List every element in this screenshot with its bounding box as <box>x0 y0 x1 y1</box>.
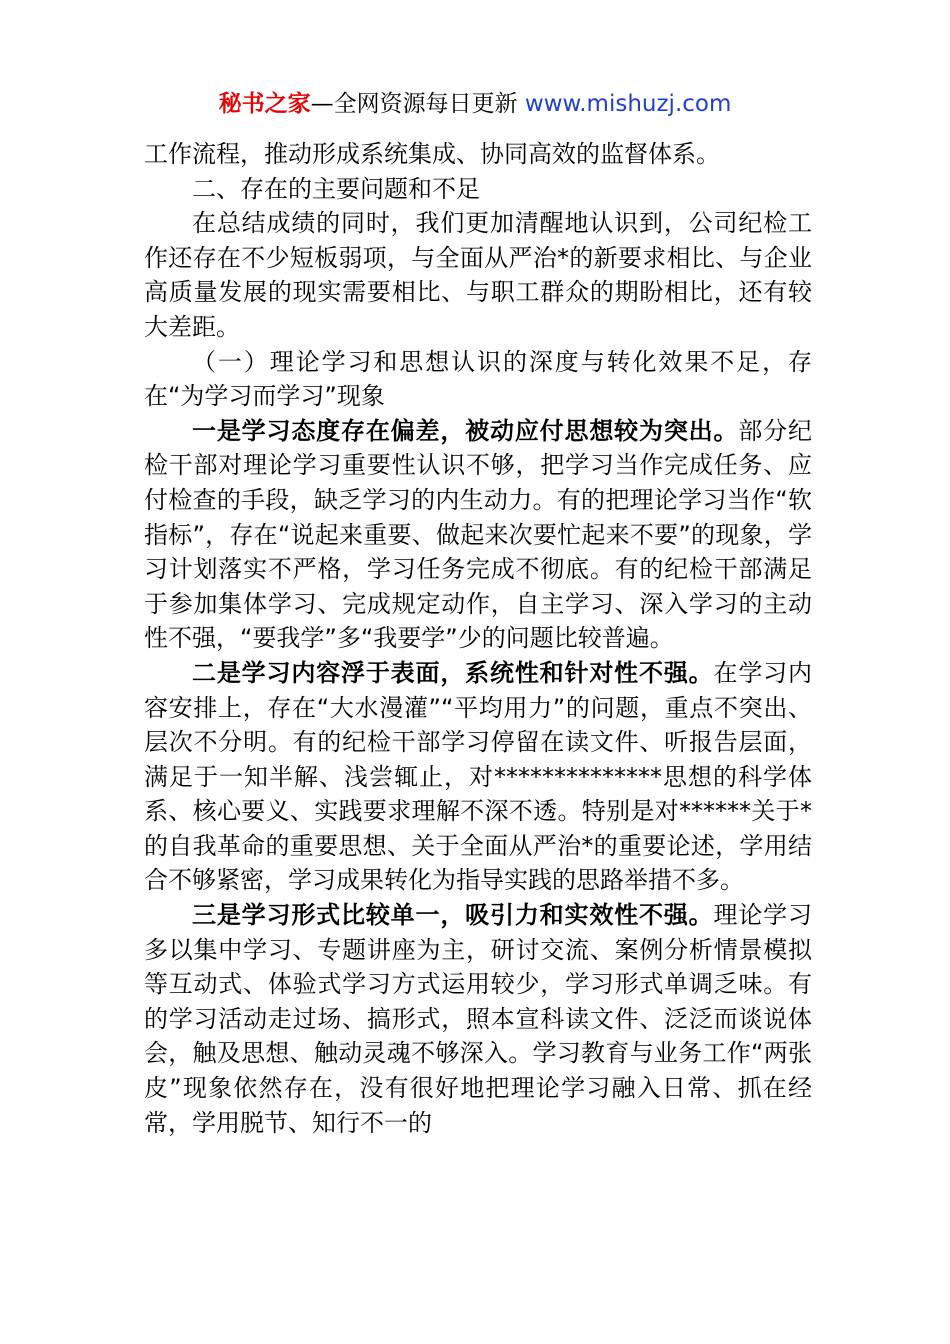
paragraph-text: 在学习内容安排上，存在“大水漫灌”“平均用力”的问题，重点不突出、层次不分明。有的纪检干部学习停留在读文件、听报告层面，满足于一知半解、浅尝辄止，对**************思想的科学体系、核心要义、实践要求理解不深不透。特别是对******关于*的自我革命的重要思想、关于全面从严治*的重要论述，学用结合不够紧密，学习成果转化为指导实践的思路举措不多。 <box>144 658 812 895</box>
paragraph-text: 在总结成绩的同时，我们更加清醒地认识到，公司纪检工作还存在不少短板弱项，与全面从严治*的新要求相比、与企业高质量发展的现实需要相比、与职工群众的期盼相比，还有较大差距。 <box>144 209 812 341</box>
document-body <box>144 137 812 1140</box>
point-lead: 三是学习形式比较单一，吸引力和实效性不强。 <box>192 901 714 930</box>
paragraph-point-3 <box>144 898 812 1140</box>
point-lead: 一是学习态度存在偏差，被动应付思想较为突出。 <box>192 416 739 445</box>
section-heading-text: 二、存在的主要问题和不足 <box>192 174 480 203</box>
point-lead: 二是学习内容浮于表面，系统性和针对性不强。 <box>192 658 714 687</box>
paragraph-text: 工作流程，推动形成系统集成、协同高效的监督体系。 <box>144 140 720 168</box>
site-header <box>0 86 950 122</box>
header-tagline: —全网资源每日更新 <box>310 91 525 117</box>
paragraph-point-1 <box>144 414 812 656</box>
brand-name: 秘书之家 <box>218 91 311 117</box>
paragraph-text: 理论学习多以集中学习、专题讲座为主，研讨交流、案例分析情景模拟等互动式、体验式学习方式运用较少，学习形式单调乏味。有的学习活动走过场、搞形式，照本宣科读文件、泛泛而谈说体会，触及思想、触动灵魂不够深入。学习教育与业务工作“两张皮”现象依然存在，没有很好地把理论学习融入日常、抓在经常，学用脱节、知行不一的 <box>144 901 812 1137</box>
section-heading <box>144 172 812 207</box>
paragraph-intro <box>144 206 812 344</box>
paragraph-point-2 <box>144 656 812 898</box>
subsection-heading <box>144 345 812 414</box>
paragraph-continuation <box>144 137 812 172</box>
subsection-heading-text: （一）理论学习和思想认识的深度与转化效果不足，存在“为学习而学习”现象 <box>144 347 812 411</box>
paragraph-text: 部分纪检干部对理论学习重要性认识不够，把学习当作完成任务、应付检查的手段，缺乏学习的内生动力。有的把理论学习当作“软指标”，存在“说起来重要、做起来次要忙起来不要”的现象，学习计划落实不严格，学习任务完成不彻底。有的纪检干部满足于参加集体学习、完成规定动作，自主学习、深入学习的主动性不强，“要我学”多“我要学”少的问题比较普遍。 <box>144 416 813 653</box>
website-link[interactable]: www.mishuzj.com <box>524 91 732 117</box>
